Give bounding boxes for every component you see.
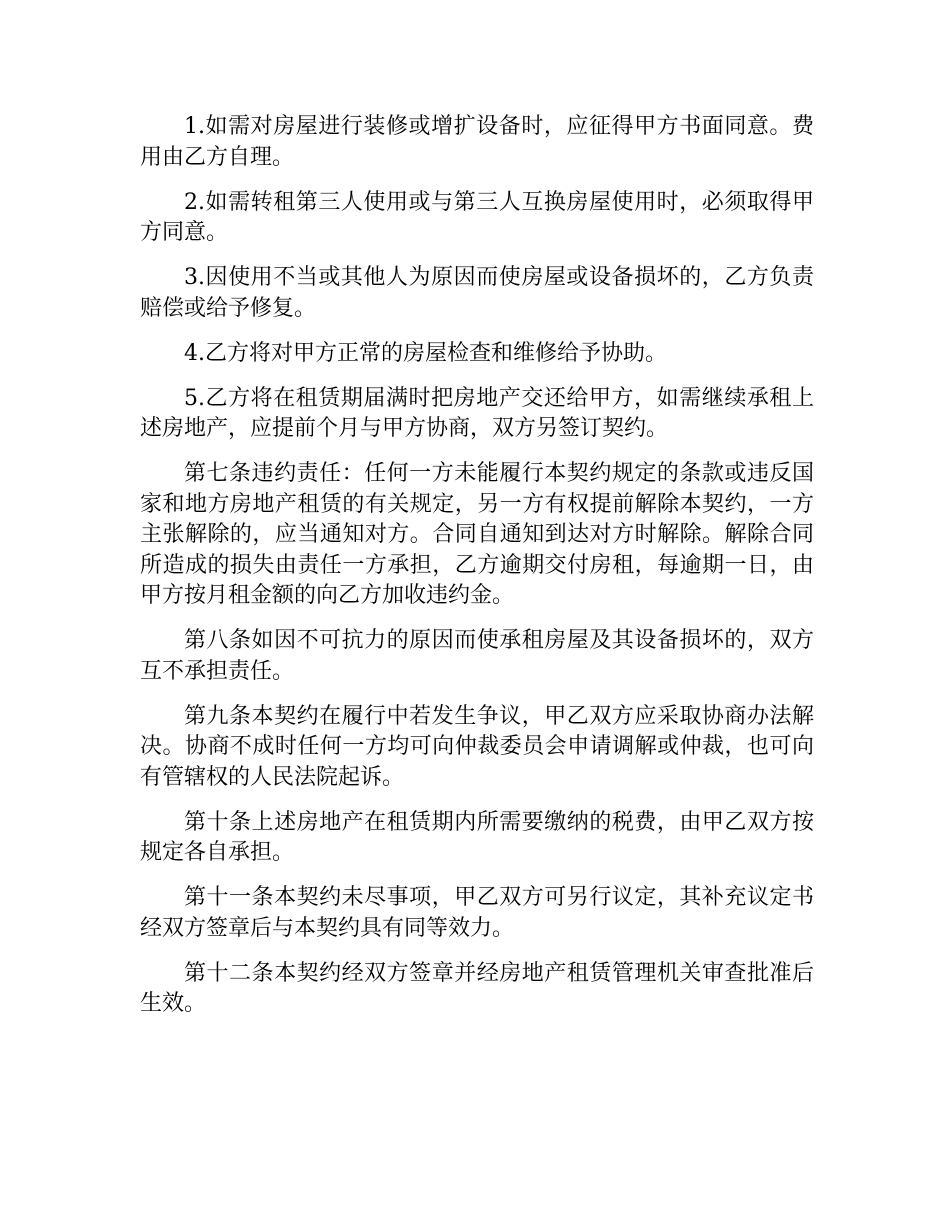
clause-5: 5.乙方将在租赁期届满时把房地产交还给甲方，如需继续承租上述房地产，应提前个月与甲方协商，双方另签订契约。 — [140, 385, 814, 441]
article-12-effectiveness: 第十二条本契约经双方签章并经房地产租赁管理机关审查批准后生效。 — [140, 960, 814, 1016]
clause-2: 2.如需转租第三人使用或与第三人互换房屋使用时，必须取得甲方同意。 — [140, 189, 814, 245]
article-11-supplements: 第十一条本契约未尽事项，甲乙双方可另行议定，其补充议定书经双方签章后与本契约具有同等效力。 — [140, 885, 814, 941]
article-8-force-majeure: 第八条如因不可抗力的原因而使承租房屋及其设备损坏的，双方互不承担责任。 — [140, 628, 814, 684]
article-9-disputes: 第九条本契约在履行中若发生争议，甲乙双方应采取协商办法解决。协商不成时任何一方均可向仲裁委员会申请调解或仲裁，也可向有管辖权的人民法院起诉。 — [140, 703, 814, 790]
article-10-taxes: 第十条上述房地产在租赁期内所需要缴纳的税费，由甲乙双方按规定各自承担。 — [140, 809, 814, 865]
document-body — [140, 112, 814, 1034]
clause-1: 1.如需对房屋进行装修或增扩设备时，应征得甲方书面同意。费用由乙方自理。 — [140, 114, 814, 170]
article-7-breach-liability: 第七条违约责任：任何一方未能履行本契约规定的条款或违反国家和地方房地产租赁的有关规定，另一方有权提前解除本契约，一方主张解除的，应当通知对方。合同自通知到达对方时解除。解除合同所造成的损失由责任一方承担，乙方逾期交付房租，每逾期一日，由甲方按月租金额的向乙方加收违约金。 — [140, 461, 814, 608]
clause-4: 4.乙方将对甲方正常的房屋检查和维修给予协助。 — [184, 340, 667, 366]
clause-3: 3.因使用不当或其他人为原因而使房屋或设备损坏的，乙方负责赔偿或给予修复。 — [140, 265, 814, 321]
